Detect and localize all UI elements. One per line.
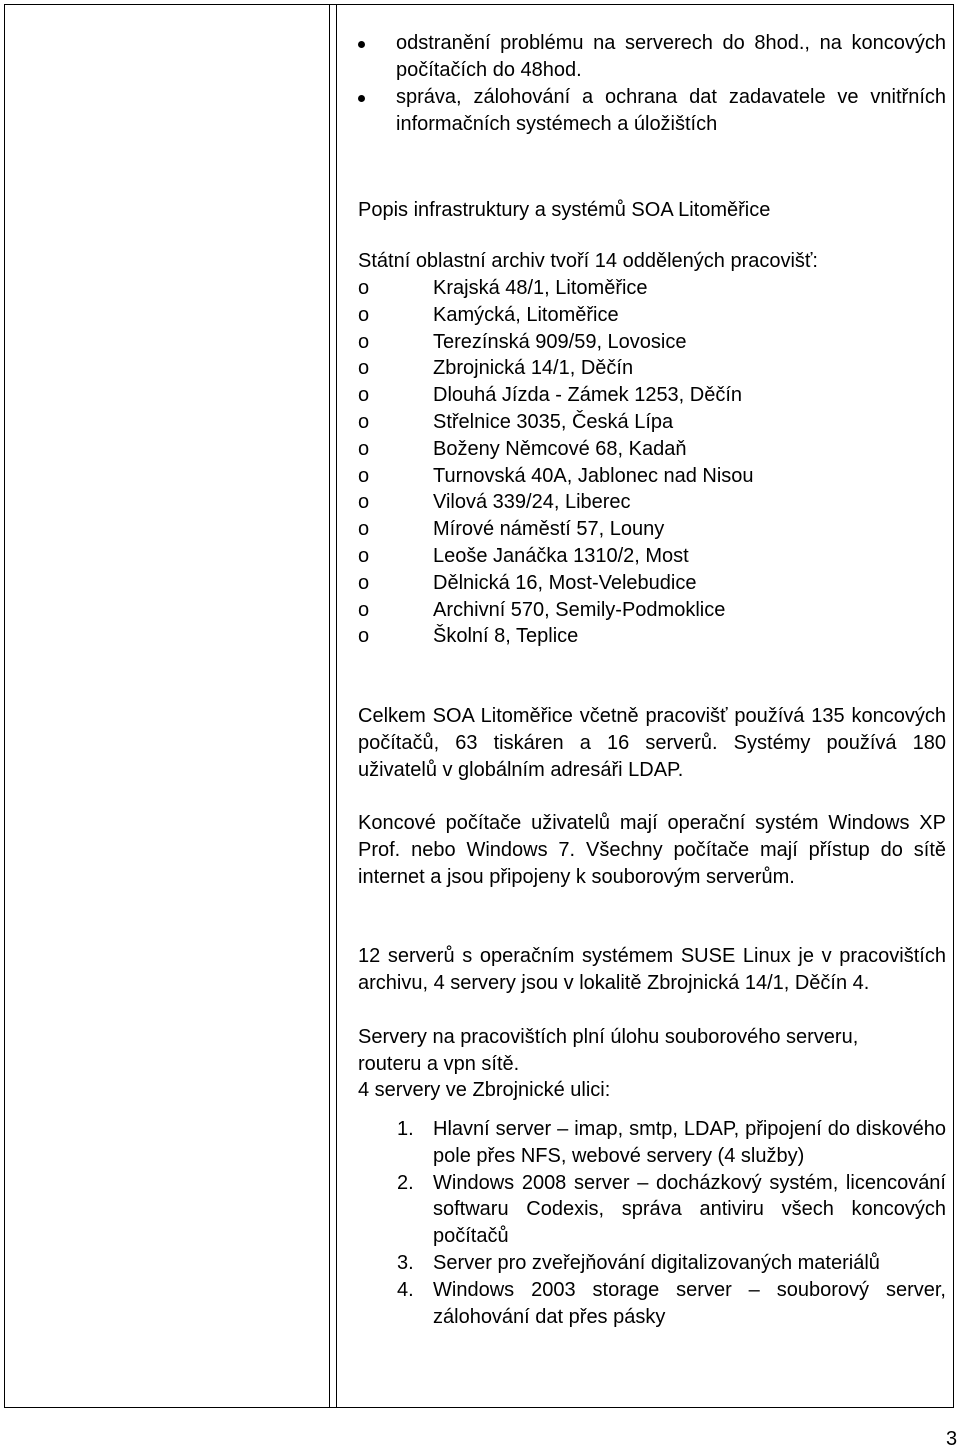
list-marker: o xyxy=(358,518,370,541)
list-item xyxy=(358,302,754,329)
list-item xyxy=(358,543,754,570)
bullet-item xyxy=(358,84,946,138)
server-description: Windows 2003 storage server – souborový server, zálohování dat přes pásky xyxy=(433,1278,946,1328)
server-description: Windows 2008 server – docházkový systém, licencování softwaru Codexis, správa antiviru všech koncových počítačů xyxy=(433,1171,946,1248)
workplace-address: Střelnice 3035, Česká Lípa xyxy=(433,410,674,433)
list-item xyxy=(358,382,754,409)
list-item xyxy=(397,1277,946,1331)
list-marker: o xyxy=(358,464,370,487)
workplace-address: Leoše Janáčka 1310/2, Most xyxy=(433,544,689,567)
list-marker: o xyxy=(358,384,370,407)
server-list xyxy=(397,1116,946,1330)
servers-paragraph: 12 serverů s operačním systémem SUSE Linux je v pracovištích archivu, 4 servery jsou v lokalitě Zbrojnická 14/1, Děčín 4. xyxy=(358,945,946,994)
bullet-dot-icon xyxy=(358,41,365,48)
workplace-list xyxy=(358,275,754,650)
list-item xyxy=(358,570,754,597)
workplace-address: Školní 8, Teplice xyxy=(433,625,579,648)
list-item xyxy=(358,623,754,650)
bullet-item xyxy=(358,30,946,84)
summary-paragraph: Celkem SOA Litoměřice včetně pracovišť používá 135 koncových počítačů, 63 tiskáren a 16 serverů. Systémy používá 180 uživatelů v globálním adresáři LDAP. xyxy=(358,705,946,781)
list-item xyxy=(358,275,754,302)
bullet-dot-icon xyxy=(358,95,365,102)
list-item xyxy=(397,1170,946,1250)
list-item xyxy=(358,329,754,356)
list-item xyxy=(358,463,754,490)
list-marker: o xyxy=(358,357,370,380)
section-title: Popis infrastruktury a systémů SOA Litoměřice xyxy=(358,199,771,221)
workplace-address: Terezínská 909/59, Lovosice xyxy=(433,330,687,353)
list-marker: o xyxy=(358,277,370,299)
list-item xyxy=(358,597,754,624)
list-number: 4. xyxy=(397,1278,414,1301)
list-marker: o xyxy=(358,571,370,594)
workplace-address: Turnovská 40A, Jablonec nad Nisou xyxy=(433,464,754,487)
workplace-address: Mírové náměstí 57, Louny xyxy=(433,518,665,541)
servers-role-line: routeru a vpn sítě. xyxy=(358,1053,520,1075)
server-description: Server pro zveřejňování digitalizovaných materiálů xyxy=(433,1251,880,1274)
list-marker: o xyxy=(358,410,370,433)
workplace-address: Dělnická 16, Most-Velebudice xyxy=(433,571,697,594)
list-number: 1. xyxy=(397,1118,414,1140)
list-number: 2. xyxy=(397,1171,414,1194)
server-description: Hlavní server – imap, smtp, LDAP, připojení do diskového pole přes NFS, webové servery (4 služby) xyxy=(433,1118,946,1167)
workplace-address: Dlouhá Jízda - Zámek 1253, Děčín xyxy=(433,384,743,407)
list-item xyxy=(358,489,754,516)
page-number: 3 xyxy=(946,1428,958,1450)
list-item xyxy=(397,1250,946,1277)
workplace-address: Archivní 570, Semily-Podmoklice xyxy=(433,598,726,621)
workplace-address: Vilová 339/24, Liberec xyxy=(433,491,631,514)
endpoints-paragraph: Koncové počítače uživatelů mají operační systém Windows XP Prof. nebo Windows 7. Všechny počítače mají přístup do sítě internet a jsou připojeny k souborovým serverům. xyxy=(358,812,946,888)
servers-street-heading: 4 servery ve Zbrojnické ulici: xyxy=(358,1079,611,1101)
workplace-address: Zbrojnická 14/1, Děčín xyxy=(433,357,634,380)
column-divider-left xyxy=(329,4,330,1408)
list-marker: o xyxy=(358,303,370,326)
list-item xyxy=(358,355,754,382)
workplace-address: Krajská 48/1, Litoměřice xyxy=(433,277,648,299)
list-marker: o xyxy=(358,437,370,460)
bullet-text: odstranění problému na serverech do 8hod., na koncových počítačích do 48hod. xyxy=(396,32,946,81)
bullet-text: správa, zálohování a ochrana dat zadavatele ve vnitřních informačních systémech a úložištích xyxy=(396,86,946,135)
list-marker: o xyxy=(358,625,370,648)
list-number: 3. xyxy=(397,1251,414,1274)
workplace-address: Boženy Němcové 68, Kadaň xyxy=(433,437,687,460)
list-marker: o xyxy=(358,544,370,567)
list-marker: o xyxy=(358,491,370,514)
workplace-address: Kamýcká, Litoměřice xyxy=(433,303,619,326)
list-marker: o xyxy=(358,598,370,621)
top-bullets xyxy=(358,30,946,138)
list-item xyxy=(397,1116,946,1170)
list-item xyxy=(358,516,754,543)
list-marker: o xyxy=(358,330,370,353)
list-item xyxy=(358,436,754,463)
column-divider-right xyxy=(336,4,337,1408)
intro-text: Státní oblastní archiv tvoří 14 oddělených pracovišť: xyxy=(358,250,818,272)
list-item xyxy=(358,409,754,436)
servers-role-line: Servery na pracovištích plní úlohu souborového serveru, xyxy=(358,1026,859,1048)
